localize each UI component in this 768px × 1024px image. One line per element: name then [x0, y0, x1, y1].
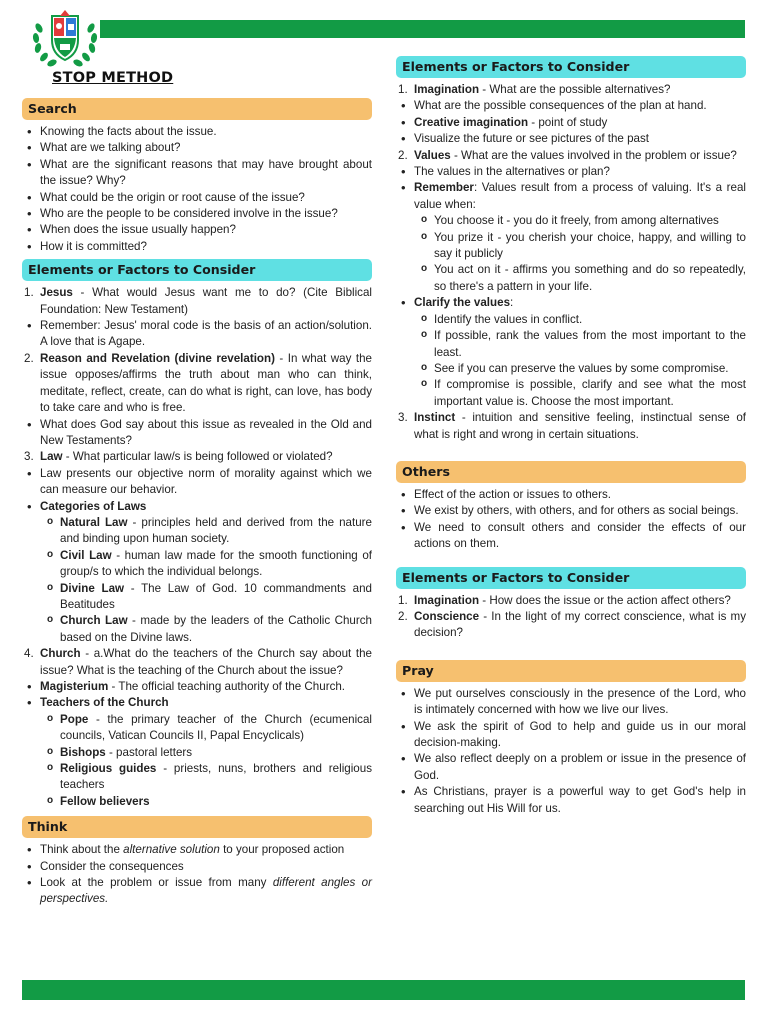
item-text: - intuition and sensitive feeling, instinctual sense of what is right and wrong in certain situations.: [414, 411, 746, 441]
search-list: [22, 124, 372, 255]
item-number: 1.: [398, 83, 408, 96]
list-item: • What does God say about this issue as revealed in the Old and New Testaments?: [40, 417, 372, 450]
item-text: - a.What do the teachers of the Church say about the issue? What is the teaching of the Church about the issue?: [40, 647, 372, 677]
item-number: 1.: [398, 593, 408, 607]
list-item: [398, 82, 746, 98]
item-term: Church: [40, 647, 81, 661]
list-item: o You act on it - affirms you something and do so repeatedly, so there's a pattern in your life.: [434, 262, 746, 295]
item-term: Natural Law: [60, 515, 128, 529]
list-item: [40, 695, 372, 711]
list-item: [60, 761, 372, 794]
item-term: Imagination: [414, 593, 480, 607]
think-list: [22, 842, 372, 908]
list-item: • As Christians, prayer is a powerful way to get God's help in searching out His Will for us.: [414, 784, 746, 817]
list-item: • We exist by others, with others, and for others as social beings.: [414, 503, 746, 519]
item-term: Imagination: [414, 83, 480, 96]
list-item: [40, 499, 372, 515]
list-item: • How it is committed?: [40, 239, 372, 255]
item-text: Think about the: [40, 843, 124, 857]
item-text: - What are the possible alternatives?: [479, 83, 671, 96]
list-item: • What are the possible consequences of the plan at hand.: [414, 98, 746, 114]
list-item: [60, 581, 372, 614]
item-text: - In the light of my correct conscience, what is my decision?: [414, 609, 746, 640]
item-term: Teachers of the Church: [40, 696, 169, 710]
item-text: - The official teaching authority of the Church.: [108, 680, 346, 693]
item-number: 2.: [398, 609, 408, 623]
list-item: • We ask the spirit of God to help and guide us in our moral decision-making.: [414, 719, 746, 752]
item-number: 3.: [24, 450, 34, 464]
search-heading: Search: [22, 98, 372, 120]
list-item: o You prize it - you cherish your choice, happy, and willing to say it publicly: [434, 230, 746, 263]
list-item: • When does the issue usually happen?: [40, 222, 372, 238]
list-item: [60, 515, 372, 548]
elements-heading: Elements or Factors to Consider: [396, 567, 746, 589]
item-term: Jesus: [40, 286, 73, 300]
remember-list: [396, 213, 746, 295]
item-text: - made by the leaders of the Catholic Church based on the Divine laws.: [60, 614, 372, 644]
list-item: • Law presents our objective norm of morality against which we can measure our behavior.: [40, 466, 372, 499]
list-item: [24, 646, 372, 679]
item-emphasis: alternative solution: [123, 843, 220, 857]
list-item: [24, 285, 372, 318]
item-text: to your proposed action: [219, 843, 345, 857]
list-item: • What could be the origin or root cause of the issue?: [40, 190, 372, 206]
item-text: - In what way the issue opposes/affirms the truth about man who can think, meditate, reflect, create, can do what is right, can love, has body to take care and who is free.: [40, 351, 372, 415]
list-item: [398, 609, 746, 642]
item-term: Church Law: [60, 614, 128, 628]
list-item: [398, 593, 746, 609]
item-term: Law: [40, 450, 63, 464]
others-heading: Others: [396, 461, 746, 483]
item-term: Fellow believers: [60, 794, 150, 808]
item-text: - What are the values involved in the problem or issue?: [450, 148, 737, 162]
item-term: Bishops: [60, 745, 106, 759]
item-term: Categories of Laws: [40, 499, 147, 513]
pray-heading: Pray: [396, 660, 746, 682]
list-item: [24, 449, 372, 465]
item-number: 1.: [24, 286, 34, 300]
school-logo-icon: [30, 6, 100, 70]
item-text: - human law made for the smooth functioning of group/s to which the individual belongs.: [60, 548, 372, 579]
list-item: [40, 679, 372, 695]
list-item: • Knowing the facts about the issue.: [40, 124, 372, 140]
list-item: [414, 115, 746, 131]
item-number: 2.: [398, 148, 408, 162]
item-number: 4.: [24, 647, 34, 661]
list-item: • What are we talking about?: [40, 140, 372, 156]
list-item: • Visualize the future or see pictures of the past: [414, 131, 746, 147]
think-heading: Think: [22, 816, 372, 838]
list-item: [24, 351, 372, 417]
list-item: [40, 842, 372, 858]
item-number: 3.: [398, 411, 408, 425]
item-term: Conscience: [414, 609, 480, 623]
item-text: - point of study: [528, 115, 608, 129]
list-item: • Consider the consequences: [40, 859, 372, 875]
item-term: Civil Law: [60, 548, 112, 562]
list-item: • We put ourselves consciously in the presence of the Lord, who is intimately concerned with how we live our lives.: [414, 686, 746, 719]
list-item: [60, 745, 372, 761]
others-list: [396, 487, 746, 553]
item-text: - pastoral letters: [105, 745, 193, 759]
top-green-bar: [100, 20, 745, 38]
list-item: • We also reflect deeply on a problem or issue in the presence of God.: [414, 751, 746, 784]
list-item: • The values in the alternatives or plan?: [414, 164, 746, 180]
elements-heading: Elements or Factors to Consider: [396, 56, 746, 78]
item-term: Pope: [60, 712, 89, 726]
teachers-list: [22, 712, 372, 810]
clarify-list: [396, 312, 746, 410]
list-item: [398, 148, 746, 164]
list-item: o Identify the values in conflict.: [434, 312, 746, 328]
item-text: :: [510, 296, 514, 310]
document-title: STOP METHOD: [52, 70, 174, 86]
item-term: Values: [414, 148, 451, 162]
list-item: [414, 180, 746, 213]
list-item: o See if you can preserve the values by some compromise.: [434, 361, 746, 377]
item-term: Remember: [414, 181, 474, 195]
elements-heading: Elements or Factors to Consider: [22, 259, 372, 281]
item-text: - principles held and derived from the nature and binding upon human society.: [60, 515, 372, 546]
item-term: Religious guides: [60, 762, 157, 776]
item-text: : Values result from a process of valuing. It's a real value when:: [414, 181, 746, 211]
list-item: • Who are the people to be considered involve in the issue?: [40, 206, 372, 222]
item-text: - What particular law/s is being followed or violated?: [62, 450, 333, 464]
list-item: o If compromise is possible, clarify and see what the most important value is. Choose the most important.: [434, 377, 746, 410]
list-item: o You choose it - you do it freely, from among alternatives: [434, 213, 746, 229]
right-column: [396, 56, 746, 817]
list-item: [60, 794, 372, 810]
list-item: [60, 613, 372, 646]
list-item: • Effect of the action or issues to others.: [414, 487, 746, 503]
list-item: [60, 712, 372, 745]
item-text: - What would Jesus want me to do? (Cite Biblical Foundation: New Testament): [40, 286, 372, 316]
list-item: o If possible, rank the values from the most important to the least.: [434, 328, 746, 361]
item-text: - the primary teacher of the Church (ecumenical councils, Vatican Councils II, Papal Encyclicals): [60, 712, 372, 743]
list-item: • We need to consult others and consider the effects of our actions on them.: [414, 520, 746, 553]
elements-list: [22, 285, 372, 318]
item-text: - The Law of God. 10 commandments and Beatitudes: [60, 581, 373, 611]
item-text: Look at the problem or issue from many: [40, 876, 273, 890]
list-item: [60, 548, 372, 581]
item-term: Reason and Revelation (divine revelation): [40, 351, 275, 365]
list-item: • What are the significant reasons that may have brought about the issue? Why?: [40, 157, 372, 190]
item-term: Clarify the values: [414, 296, 511, 310]
left-column: [22, 98, 372, 908]
item-text: - How does the issue or the action affect others?: [479, 593, 731, 607]
list-item: [414, 295, 746, 311]
law-categories-list: [22, 515, 372, 646]
bottom-green-bar: [22, 980, 745, 1000]
item-term: Divine Law: [60, 581, 125, 595]
item-text: - priests, nuns, brothers and religious teachers: [60, 762, 372, 792]
list-item: • Remember: Jesus' moral code is the basis of an action/solution. A love that is Agape.: [40, 318, 372, 351]
item-number: 2.: [24, 351, 34, 365]
list-item: [40, 875, 372, 908]
list-item: [398, 410, 746, 443]
item-term: Creative imagination: [414, 115, 529, 129]
item-term: Magisterium: [40, 680, 109, 693]
item-term: Instinct: [414, 411, 456, 425]
pray-list: [396, 686, 746, 817]
elements-list: [396, 593, 746, 642]
item-emphasis: different angles or perspectives.: [40, 876, 372, 906]
